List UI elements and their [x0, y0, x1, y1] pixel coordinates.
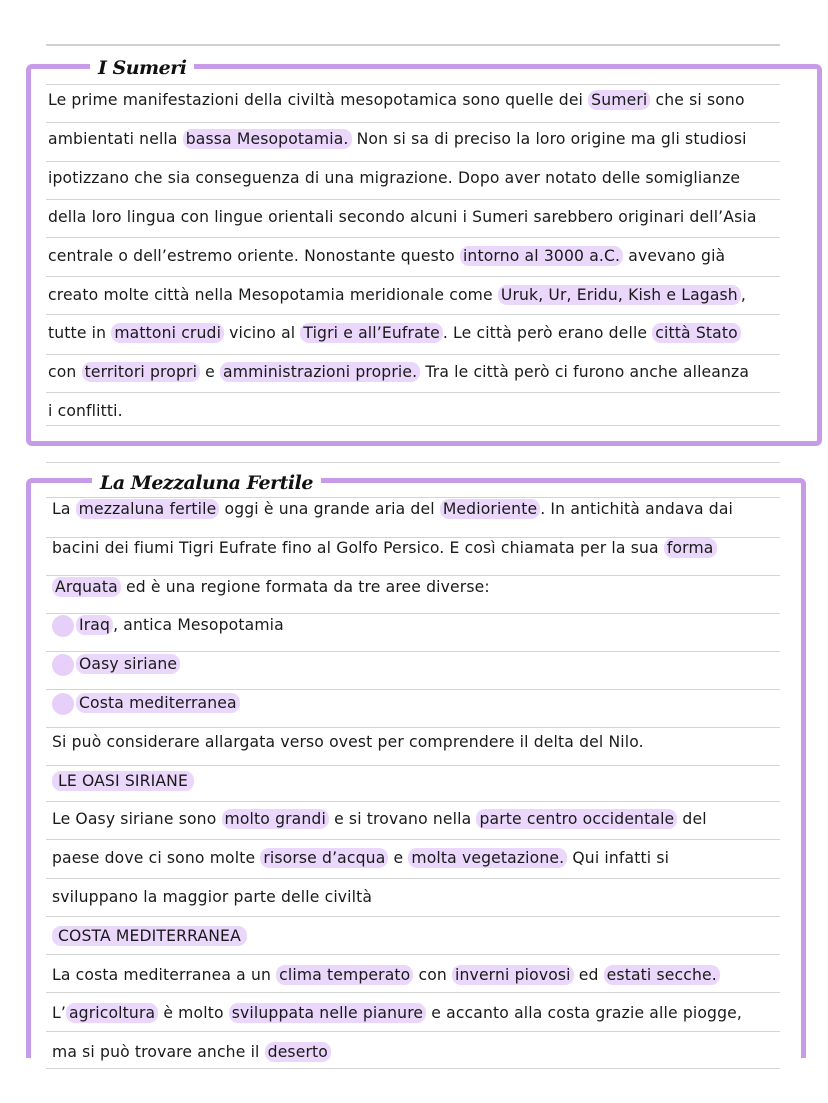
text-segment: e si trovano nella	[328, 810, 477, 829]
section-title-mezzaluna: La Mezzaluna Fertile	[92, 470, 321, 496]
text-segment: ,	[740, 285, 746, 304]
text-line	[52, 576, 490, 598]
highlighted-text: inverni piovosi	[452, 965, 574, 985]
text-segment: Non si sa di preciso la loro origine ma gli studiosi	[351, 129, 747, 148]
highlighted-text: molta vegetazione.	[408, 848, 567, 868]
text-segment: che si sono	[650, 91, 745, 109]
text-segment: e	[200, 363, 221, 382]
subheading: LE OASI SIRIANE	[52, 771, 194, 791]
highlighted-text: bassa Mesopotamia.	[183, 129, 352, 149]
highlighted-text: clima temperato	[276, 965, 413, 985]
highlighted-text: amministrazioni proprie.	[220, 362, 420, 382]
text-segment: i conflitti.	[48, 402, 123, 421]
text-line	[48, 400, 123, 422]
text-line	[52, 770, 194, 792]
bullet-dot-icon	[52, 654, 74, 676]
text-segment: avevano già	[623, 246, 726, 265]
text-segment: paese dove ci sono molte	[52, 849, 261, 868]
text-segment: . Le città però erano delle	[442, 324, 653, 343]
highlighted-text: intorno al 3000 a.C.	[460, 246, 623, 266]
text-line	[52, 1002, 742, 1024]
text-line	[48, 361, 749, 383]
text-line	[48, 284, 746, 306]
text-line	[48, 206, 757, 228]
highlighted-text: Medioriente	[440, 499, 540, 519]
text-segment: del	[677, 810, 707, 829]
text-line	[52, 886, 372, 908]
text-segment: ipotizzano che sia conseguenza di una migrazione. Dopo aver notato delle somiglianze	[48, 168, 741, 187]
text-segment: Le prime manifestazioni della civiltà mesopotamica sono quelle dei	[48, 91, 589, 109]
text-segment: L’	[52, 1004, 66, 1023]
text-segment: e	[388, 849, 409, 868]
highlighted-text: mezzaluna fertile	[76, 499, 220, 519]
text-segment: e accanto alla costa grazie alle piogge,	[426, 1004, 742, 1023]
text-line	[52, 614, 284, 637]
subheading: COSTA MEDITERRANEA	[52, 926, 247, 946]
text-segment: La	[52, 500, 76, 518]
highlighted-text: Sumeri	[588, 90, 650, 110]
text-segment: Qui infatti si	[567, 849, 670, 868]
text-segment: è molto	[158, 1004, 229, 1023]
highlighted-text: estati secche.	[604, 965, 720, 985]
text-line	[52, 498, 733, 520]
highlighted-text: molto grandi	[222, 809, 329, 829]
text-line	[52, 925, 247, 947]
text-line	[52, 808, 707, 830]
text-segment: Le Oasy siriane sono	[52, 810, 222, 829]
highlighted-text: Arquata	[52, 577, 121, 597]
highlighted-text: agricoltura	[66, 1003, 158, 1023]
text-segment: Tra le città però ci furono anche alleanza	[420, 363, 750, 382]
text-segment: ed è una regione formata da tre aree diverse:	[120, 577, 490, 596]
text-segment: ed	[573, 965, 604, 984]
text-line	[52, 653, 180, 676]
ruled-line	[46, 44, 780, 46]
highlighted-text: sviluppata nelle pianure	[229, 1003, 426, 1023]
highlighted-text: forma	[664, 538, 717, 558]
highlighted-text: Costa mediterranea	[76, 693, 240, 713]
text-segment: centrale o dell’estremo oriente. Nonostante questo	[48, 246, 460, 265]
highlighted-text: territori propri	[82, 362, 201, 382]
highlighted-text: Iraq	[76, 615, 113, 635]
bullet-dot-icon	[52, 615, 74, 637]
text-segment: tutte in	[48, 324, 112, 343]
highlighted-text: Tigri e all’Eufrate	[300, 323, 442, 343]
text-line	[48, 322, 741, 344]
bullet-dot-icon	[52, 693, 74, 715]
text-segment: con	[413, 965, 453, 984]
text-segment: ambientati nella	[48, 129, 183, 148]
text-segment: vicino al	[224, 324, 301, 343]
highlighted-text: risorse d’acqua	[260, 848, 388, 868]
text-segment: ma si può trovare anche il	[52, 1043, 265, 1062]
text-segment: La costa mediterranea a un	[52, 965, 277, 984]
text-segment: con	[48, 363, 82, 382]
text-line	[48, 167, 740, 189]
section-title-sumeri: I Sumeri	[90, 55, 194, 81]
text-segment: Si può considerare allargata verso ovest per comprendere il delta del Nilo.	[52, 732, 644, 751]
highlighted-text: Oasy siriane	[76, 654, 180, 674]
text-segment: della loro lingua con lingue orientali secondo alcuni i Sumeri sarebbero originari dell’Asia	[48, 207, 757, 226]
text-segment: . In antichità andava dai	[540, 500, 734, 518]
highlighted-text: deserto	[265, 1042, 331, 1062]
text-line	[52, 964, 720, 986]
ruled-line	[46, 462, 780, 463]
text-line	[48, 128, 747, 150]
text-line	[52, 731, 644, 753]
highlighted-text: città Stato	[652, 323, 741, 343]
text-segment: creato molte città nella Mesopotamia meridionale come	[48, 285, 498, 304]
text-line	[52, 537, 717, 559]
text-line	[52, 692, 240, 715]
text-line	[48, 245, 725, 267]
highlighted-text: Uruk, Ur, Eridu, Kish e Lagash	[498, 285, 741, 305]
text-segment: bacini dei fiumi Tigri Eufrate fino al Golfo Persico. E così chiamata per la sua	[52, 538, 664, 557]
text-segment: sviluppano la maggior parte delle civiltà	[52, 888, 373, 906]
highlighted-text: mattoni crudi	[111, 323, 224, 343]
text-segment: , antica Mesopotamia	[113, 616, 284, 635]
text-segment: oggi è una grande aria del	[219, 500, 440, 518]
highlighted-text: parte centro occidentale	[476, 809, 677, 829]
text-line	[48, 89, 745, 111]
text-line	[52, 847, 669, 869]
ruled-line	[46, 1068, 780, 1069]
text-line	[52, 1041, 331, 1063]
